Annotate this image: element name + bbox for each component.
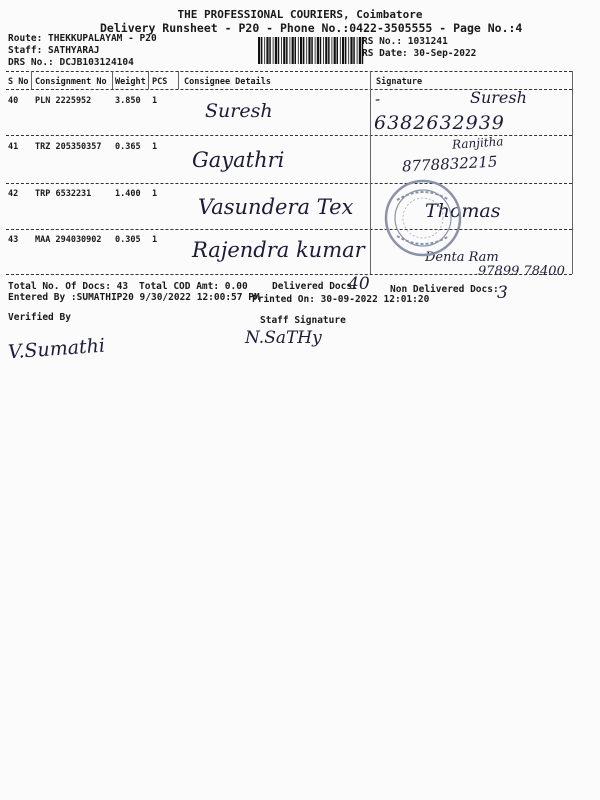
barcode-bar [320,37,322,64]
row-consignment: TRP 6532231 [35,189,92,199]
handwritten-phone: 8778832215 [401,152,498,176]
row-pcs: 1 [152,189,158,199]
barcode-bar [345,37,347,64]
barcode-bar [332,37,333,64]
barcode-bar [353,37,355,64]
barcode-bar [340,37,341,64]
printed-on: Printed On: 30-09-2022 12:01:20 [252,294,430,305]
staff-label: Staff: SATHYARAJ [8,45,100,56]
handwritten-consignee: Suresh [205,100,273,122]
row-divider [6,183,572,184]
barcode-bar [300,37,302,64]
barcode-bar [337,37,339,64]
document-title: THE PROFESSIONAL COURIERS, Coimbatore [177,8,423,21]
barcode-bar [315,37,316,64]
non-delivered-docs-value: 3 [497,283,508,303]
total-cod-amount: Total COD Amt: 0.00 [139,281,248,292]
handwritten-consignee: Gayathri [192,148,285,172]
barcode-bar [269,37,271,64]
barcode-bar [317,37,319,64]
drs-label: DRS No.: DCJB103124104 [8,57,134,68]
row-weight: 1.400 [115,189,141,199]
staff-signature: N.SaTHy [245,328,322,348]
row-consignment: MAA 294030902 [35,235,102,245]
row-sno: 41 [8,142,19,152]
barcode-bar [295,37,297,64]
verified-by-label: Verified By [8,312,71,323]
barcode-bar [357,37,358,64]
col-consignment: Consignment No [35,77,107,87]
barcode-bar [323,37,324,64]
column-separator [572,71,573,274]
col-sno: S No [8,77,29,87]
barcode-bar [308,37,310,64]
row-sno: 43 [8,235,19,245]
barcode-bar [350,37,352,64]
row-sno: 40 [8,96,19,106]
barcode-bar [266,37,268,64]
barcode-bar [306,37,307,64]
barcode-bar [283,37,285,64]
barcode-bar [359,37,361,64]
handwritten-signature: Suresh [470,88,527,107]
company-seal-stamp [383,178,463,258]
handwritten-signature: Thomas [425,200,501,222]
route-label: Route: THEKKUPALAYAM - P20 [8,33,157,44]
barcode-bar [290,37,291,64]
handwritten-consignee: Vasundera Tex [198,195,354,219]
handwritten-phone: 6382632939 [374,112,505,134]
barcode-bar [273,37,274,64]
barcode-bar [258,37,260,64]
handwritten-signature: Denta Ram [425,250,499,265]
col-pcs: PCS [152,77,168,87]
barcode-bar [311,37,313,64]
non-delivered-docs-label: Non Delivered Docs: [390,284,499,295]
row-pcs: 1 [152,142,158,152]
verified-signature: V.Sumathi [7,334,106,364]
delivered-docs-label: Delivered Docs: [272,281,358,292]
row-weight: 0.365 [115,142,141,152]
staff-signature-label: Staff Signature [260,315,346,326]
column-separator [370,71,371,274]
column-separator [31,71,32,89]
barcode-bar [275,37,277,64]
rs-no-label: RS No.: 1031241 [362,36,448,47]
handwritten-consignee: Rajendra kumar [192,238,365,262]
row-weight: 3.850 [115,96,141,106]
row-divider [6,229,572,230]
barcode-bar [328,37,330,64]
row-pcs: 1 [152,235,158,245]
table-top-rule [6,71,572,72]
barcode-bar [303,37,305,64]
handwritten-signature: Ranjitha [451,134,504,152]
barcode-bar [281,37,282,64]
col-weight: Weight [115,77,146,87]
barcode-bar [264,37,265,64]
column-separator [112,71,113,89]
row-weight: 0.305 [115,235,141,245]
col-signature: Signature [376,77,423,87]
column-separator [148,71,149,89]
row-sno: 42 [8,189,19,199]
barcode-bar [261,37,263,64]
total-docs: Total No. Of Docs: 43 [8,281,129,292]
handwritten-phone: 97899 78400 [478,264,565,279]
row-consignment: TRZ 205350357 [35,142,102,152]
row-pcs: 1 [152,96,158,106]
document-subtitle: Delivery Runsheet - P20 - Phone No.:0422-3505555 - Page No.:4 [100,21,523,35]
entered-by: Entered By :SUMATHIP20 9/30/2022 12:00:57 PM [8,292,260,303]
barcode-bar [286,37,288,64]
barcode-bar [298,37,299,64]
delivered-docs-value: 40 [348,274,370,294]
row-consignment: PLN 2225952 [35,96,92,106]
barcode-bar [342,37,344,64]
col-consignee: Consignee Details [184,77,271,87]
signature-mark: - [374,89,381,109]
barcode-bar [278,37,280,64]
barcode [258,37,366,64]
barcode-bar [334,37,336,64]
barcode-bar [325,37,327,64]
barcode-bar [348,37,349,64]
column-separator [178,71,179,89]
barcode-bar [292,37,294,64]
rs-date-label: RS Date: 30-Sep-2022 [362,48,477,59]
